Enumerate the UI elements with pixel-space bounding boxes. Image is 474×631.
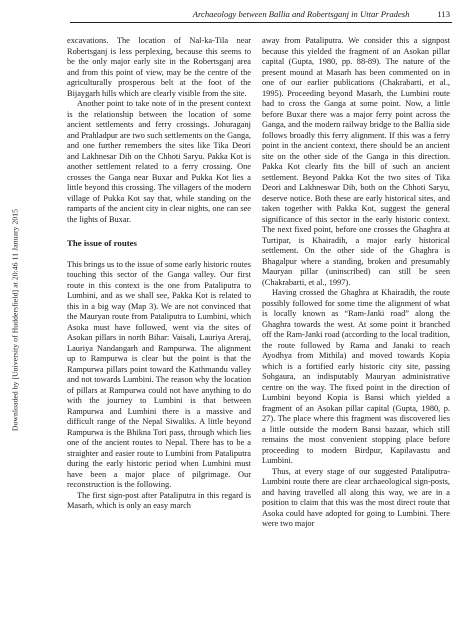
right-column bbox=[262, 36, 450, 530]
download-watermark-text: Downloaded by [University of Huddersfield] at 20:46 11 January 2015 bbox=[10, 208, 20, 432]
download-watermark bbox=[9, 170, 21, 470]
left-paragraph-3: This brings us to the issue of some early historic routes touching this sector of the Ganga valley. Our first route in this context is the one from Pataliputra to Lumbini, and as we shall see, Pakka Kot is related to this in a big way (Map 3). We are not convinced that the Mauryan route from Pataliputra to Lumbini, which Asoka must have followed, went via the sites of Asokan pillars in north Bihar: Vaisali, Lauriya Areraj, Lauriya Nandangarh and Rampurwa. The alignment up to Rampurwa is clear but the point is that the Rampurwa pillars point toward the Kathmandu valley and not towards Lumbini. The reason why the location of pillars at Rampurwa could not have anything to do with the journey to Lumbini is that between Rampurwa and Lumbini there is a massive and difficult range of the Nepal Siwaliks. A little beyond Rampurwa is the Bhikna Tori pass, through which lies one of the ancient routes to Nepal. There has to be a straighter and easier route to Lumbini from Pataliputra during the early historic period when Lumbini must have been a major place of pilgrimage. Our reconstruction is the following. bbox=[67, 259, 251, 489]
left-column bbox=[67, 36, 251, 512]
right-paragraph-1: away from Pataliputra. We consider this a signpost because this yielded the fragment of an Asokan pillar capital (Gupta, 1980, pp. 88-89). The nature of the present mound at Masarh has been commented on in one of our earlier publications (Chakrabarti, et al., 1995). Proceeding beyond Masarh, the Lumbini route had to cross the Ganga at some point. Now, a little before Buxar there was a major ferry point across the Ganga, and the modern railway bridge to the Ballia side follows broadly this ferry alignment. If this was a ferry point in the ancient context, there should be an ancient site on the other side of the Ganga in this direction. Pakka Kot clearly fits the bill of such an ancient settlement. Beyond Pakka Kot the two sites of Tika Deori and Lakhneswar Dih, both on the Chhoti Saryu, deserve notice. Both these are early historical sites, and taken together with Pakka Kot, suggest the general significance of this sector in the early historic context. The next fixed point, before one crosses the Ghaghra at Turtipar, is Khairadih, a major early historical settlement. On the other side of the Ghaghra is Bhagalpur where a standing, broken and presumably Mauryan pillar (uninscribed) can still be seen (Chakrabarti, et al., 1997). bbox=[262, 36, 450, 287]
right-paragraph-2: Having crossed the Ghaghra at Khairadih, the route possibly followed for some time the alignment of what is locally known as “Ram-Janki road” along the Ghaghra towards the west. At some point it branched off the Ram-Janki road (according to the local tradition, the route followed by Rama and Janaki to reach Ayodhya from Mithila) and moved towards Kopia which is a fortified early historic city site, passing Sohgaura, an indisputably Mauryan administrative centre on the way. The fixed point in the direction of Lumbini beyond Kopia is Bansi which yielded a fragment of an Asokan pillar capital (Gupta, 1980, p. 27). The place where this fragment was discovered lies a little outside the modern Bansi bazaar, which still remains the most convenient stopping place before proceeding to modern Birdpur, Kapilavastu and Lumbini. bbox=[262, 288, 450, 465]
left-paragraph-4: The first sign-post after Pataliputra in this regard is Masarh, which is only an easy march bbox=[67, 490, 251, 510]
left-paragraph-1: excavations. The location of Nal-ka-Tila near Robertsganj is less perplexing, because this seems to be the only major early site in the Robertsganj area and from this point of view, may be the centre of the agriculturally prosperous belt at the foot of the Bijaygarh hills which are clearly visible from the site. bbox=[67, 36, 251, 98]
right-paragraph-3: Thus, at every stage of our suggested Pataliputra-Lumbini route there are clear archaeological sign-posts, and having travelled all along this way, we are in a position to claim that this was the most direct route that Asoka could have adopted for going to Lumbini. There were two major bbox=[262, 466, 450, 528]
section-heading: The issue of routes bbox=[67, 238, 137, 248]
running-header bbox=[70, 6, 450, 22]
left-paragraph-2: Another point to take note of in the present context is the relationship between the location of some ancient settlements and ferry crossings. Johuraganj and Prahladpur are two such settlements on the Ganga, and one further remembers the sites like Tika Deori and Lakhnesar Dih on the Chhoti Saryu. Pakka Kot is another settlement related to a ferry crossing. One crosses the Ganga near Buxar and Pukka Kot lies a little beyond this crossing. The villagers of the modern village of Pukka Kot say that, while standing on the ramparts of the ancient city in clear nights, one can see the lights of Buxar. bbox=[67, 99, 251, 224]
running-title: Archaeology between Ballia and Robertsganj in Uttar Pradesh bbox=[192, 9, 410, 19]
header-rule bbox=[70, 22, 452, 23]
page-number: 113 bbox=[437, 9, 450, 19]
